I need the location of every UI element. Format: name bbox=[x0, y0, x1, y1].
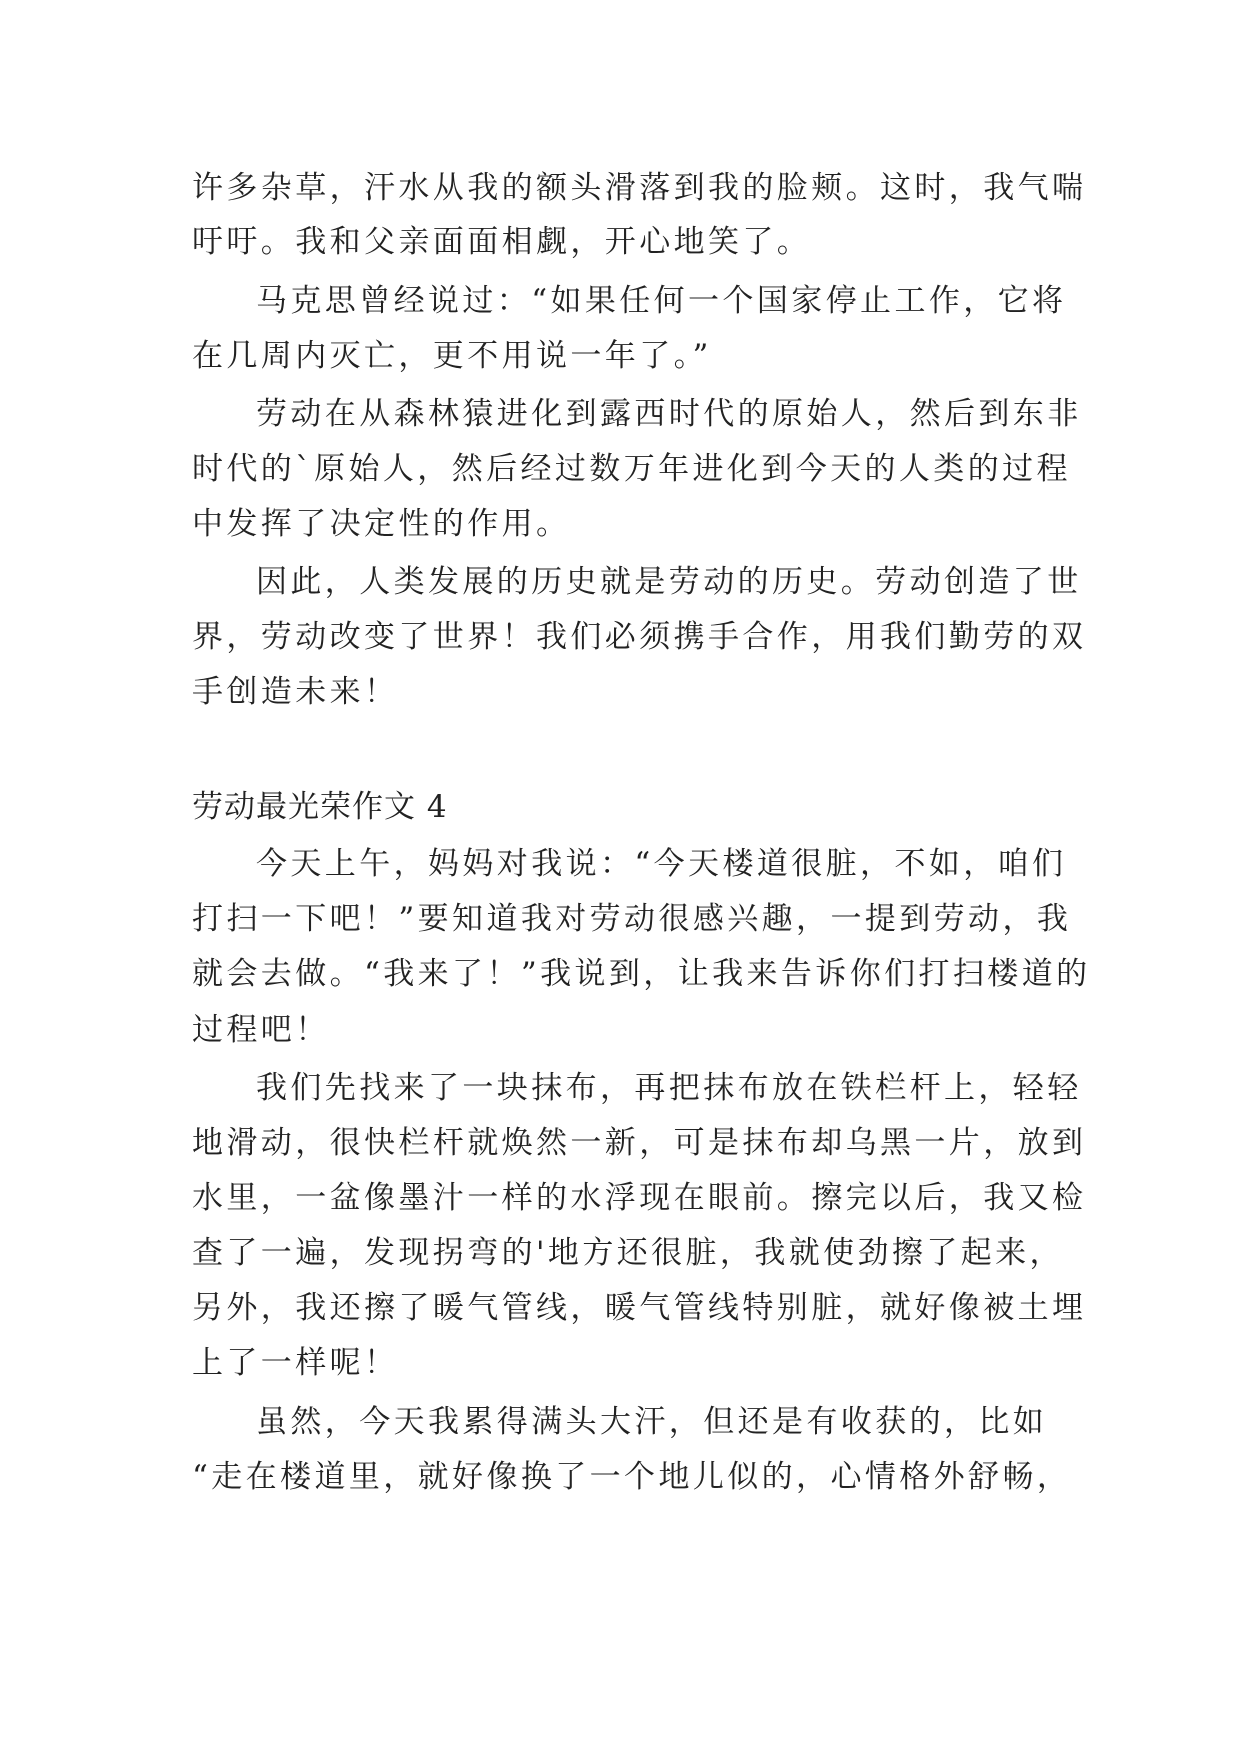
text-line: 地滑动，很快栏杆就焕然一新，可是抹布却乌黑一片，放到 bbox=[192, 1125, 1087, 1161]
paragraph-first-line: 虽然，今天我累得满头大汗，但还是有收获的，比如 bbox=[256, 1404, 1048, 1440]
text-line: 另外，我还擦了暖气管线，暖气管线特别脏，就好像被土埋 bbox=[192, 1290, 1087, 1326]
text-line: 打扫一下吧！”要知道我对劳动很感兴趣，一提到劳动，我 bbox=[192, 901, 1072, 937]
text-line: 上了一样呢！ bbox=[192, 1345, 399, 1381]
text-line: 就会去做。“我来了！”我说到，让我来告诉你们打扫楼道的 bbox=[192, 956, 1091, 992]
paragraph-first-line: 马克思曾经说过：“如果任何一个国家停止工作，它将 bbox=[256, 283, 1067, 319]
text-line: 许多杂草，汗水从我的额头滑落到我的脸颊。这时，我气喘 bbox=[192, 170, 1087, 206]
text-line: 吁吁。我和父亲面面相觑，开心地笑了。 bbox=[192, 224, 812, 260]
text-line: 查了一遍，发现拐弯的'地方还很脏，我就使劲擦了起来， bbox=[192, 1235, 1064, 1271]
text-line: 手创造未来！ bbox=[192, 674, 399, 710]
text-line: 界，劳动改变了世界！我们必须携手合作，用我们勤劳的双 bbox=[192, 619, 1087, 655]
paragraph-first-line: 今天上午，妈妈对我说：“今天楼道很脏，不如，咱们 bbox=[256, 846, 1067, 882]
section-heading: 劳动最光荣作文 4 bbox=[192, 789, 448, 825]
paragraph-first-line: 我们先找来了一块抹布，再把抹布放在铁栏杆上，轻轻 bbox=[256, 1070, 1082, 1106]
text-line: 时代的`原始人，然后经过数万年进化到今天的人类的过程 bbox=[192, 451, 1071, 487]
paragraph-first-line: 劳动在从森林猿进化到露西时代的原始人，然后到东非 bbox=[256, 396, 1082, 432]
text-line: 过程吧！ bbox=[192, 1012, 330, 1048]
text-line: 在几周内灭亡，更不用说一年了。” bbox=[192, 338, 712, 374]
paragraph-first-line: 因此，人类发展的历史就是劳动的历史。劳动创造了世 bbox=[256, 564, 1082, 600]
text-line: “走在楼道里，就好像换了一个地儿似的，心情格外舒畅， bbox=[192, 1459, 1072, 1495]
text-line: 中发挥了决定性的作用。 bbox=[192, 506, 571, 542]
text-line: 水里，一盆像墨汁一样的水浮现在眼前。擦完以后，我又检 bbox=[192, 1180, 1087, 1216]
